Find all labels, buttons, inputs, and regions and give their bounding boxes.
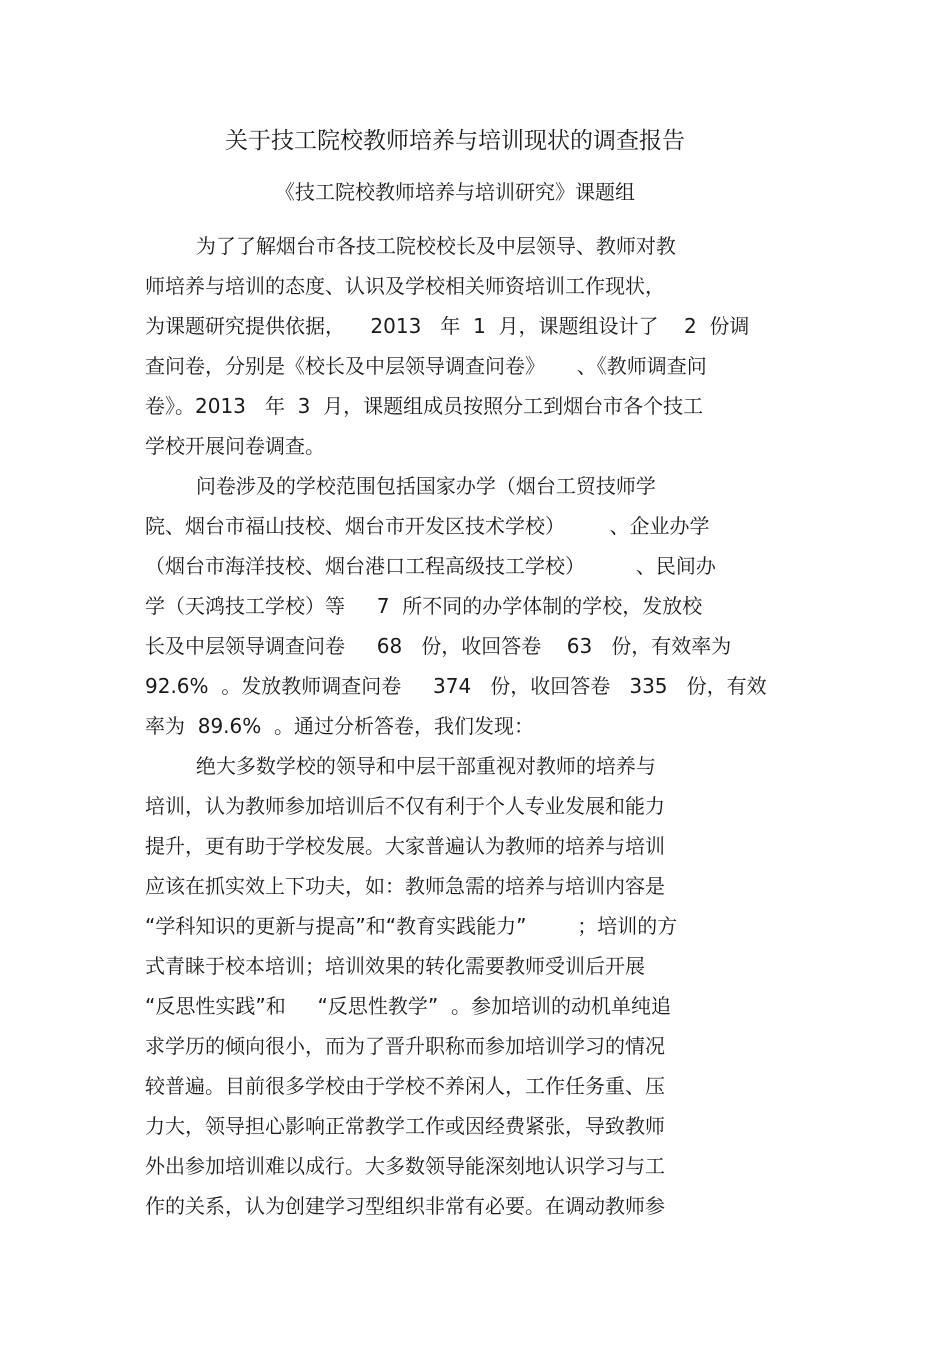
text-line: 式青睐于校本培训；培训效果的转化需要教师受训后开展 [145, 954, 645, 978]
text-line: 为课题研究提供依据， 2013 年 1 月，课题组设计了 2 份调 [145, 314, 750, 338]
text-line: 力大，领导担心影响正常教学工作或因经费紧张，导致教师 [145, 1114, 665, 1138]
text-line: 师培养与培训的态度、认识及学校相关师资培训工作现状， [145, 274, 665, 298]
text-line: 学校开展问卷调查。 [145, 434, 325, 458]
text-line: 提升，更有助于学校发展。大家普遍认为教师的培养与培训 [145, 834, 665, 858]
document-subtitle: 《技工院校教师培养与培训研究》课题组 [275, 180, 635, 204]
text-line: “学科知识的更新与提高”和“教育实践能力” ；培训的方 [145, 914, 678, 938]
text-line: 院、烟台市福山技校、烟台市开发区技术学校） 、企业办学 [145, 514, 710, 538]
text-line: 92.6% 。发放教师调查问卷 374 份，收回答卷 335 份，有效 [145, 674, 767, 698]
text-line: “反思性实践”和 “反思性教学” 。参加培训的动机单纯追 [145, 994, 671, 1018]
text-line: 卷》。2013 年 3 月，课题组成员按照分工到烟台市各个技工 [145, 394, 704, 418]
text-line: 作的关系，认为创建学习型组织非常有必要。在调动教师参 [145, 1194, 665, 1218]
text-line: 绝大多数学校的领导和中层干部重视对教师的培养与 [145, 754, 656, 778]
document-body [145, 226, 810, 1226]
document-title: 关于技工院校教师培养与培训现状的调查报告 [225, 128, 685, 154]
text-line: 为了了解烟台市各技工院校校长及中层领导、教师对教 [145, 234, 676, 258]
text-line: 学（天鸿技工学校）等 7 所不同的办学体制的学校，发放校 [145, 594, 703, 618]
text-line: 培训，认为教师参加培训后不仅有利于个人专业发展和能力 [145, 794, 665, 818]
text-line: 长及中层领导调查问卷 68 份，收回答卷 63 份，有效率为 [145, 634, 732, 658]
text-line: 求学历的倾向很小，而为了晋升职称而参加培训学习的情况 [145, 1034, 665, 1058]
text-line: （烟台市海洋技校、烟台港口工程高级技工学校） 、民间办 [145, 554, 716, 578]
text-line: 率为 89.6% 。通过分析答卷，我们发现： [145, 714, 534, 738]
text-line: 问卷涉及的学校范围包括国家办学（烟台工贸技师学 [145, 474, 656, 498]
text-line: 查问卷，分别是《校长及中层领导调查问卷》 、《教师调查问 [145, 354, 707, 378]
text-line: 外出参加培训难以成行。大多数领导能深刻地认识学习与工 [145, 1154, 665, 1178]
text-line: 应该在抓实效上下功夫，如：教师急需的培养与培训内容是 [145, 874, 665, 898]
text-line: 较普遍。目前很多学校由于学校不养闲人，工作任务重、压 [145, 1074, 665, 1098]
